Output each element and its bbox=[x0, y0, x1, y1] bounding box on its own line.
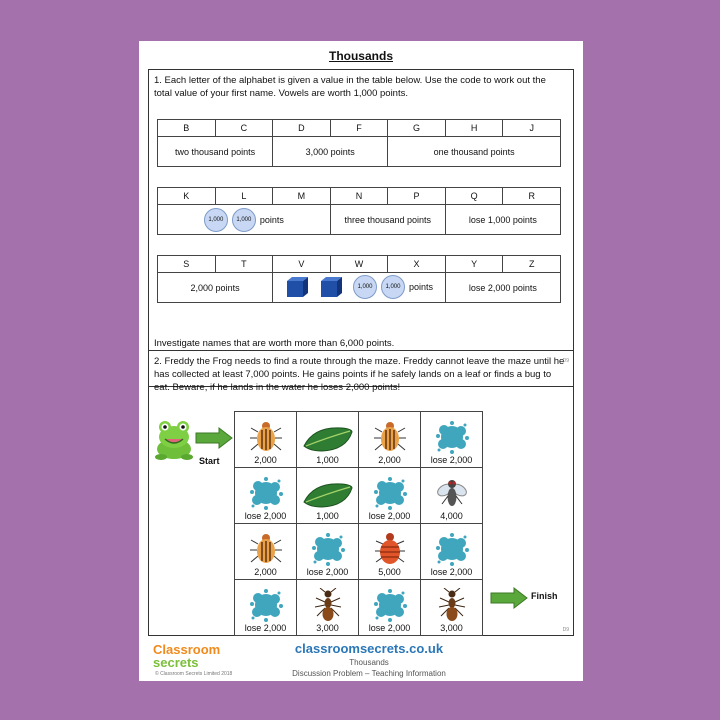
maze-row bbox=[235, 412, 483, 468]
letter-cell: G bbox=[388, 120, 446, 137]
maze-cell-label: lose 2,000 bbox=[244, 623, 287, 633]
value-cell: 3,000 points bbox=[273, 137, 388, 167]
maze-row bbox=[235, 468, 483, 524]
maze-cell bbox=[359, 524, 421, 580]
start-arrow-icon bbox=[195, 427, 233, 449]
maze-cell-label: 4,000 bbox=[440, 511, 463, 521]
maze-cell-label: 2,000 bbox=[254, 455, 277, 465]
start-label: Start bbox=[199, 456, 220, 466]
maze-cell bbox=[297, 468, 359, 524]
red-bug-icon bbox=[359, 532, 420, 566]
letter-cell: P bbox=[388, 188, 446, 205]
letter-cell: D bbox=[273, 120, 331, 137]
fly-icon bbox=[421, 476, 482, 510]
water-splash-icon bbox=[297, 532, 358, 566]
maze-cell-label: 2,000 bbox=[378, 455, 401, 465]
maze-cell-label: 3,000 bbox=[316, 623, 339, 633]
water-splash-icon bbox=[235, 588, 296, 622]
question-1-panel bbox=[148, 69, 574, 387]
maze-cell-label: 1,000 bbox=[316, 511, 339, 521]
maze-cell bbox=[421, 468, 483, 524]
maze-grid bbox=[234, 411, 483, 636]
letter-cell: Q bbox=[445, 188, 503, 205]
code-table-2 bbox=[157, 187, 561, 235]
maze-cell bbox=[297, 580, 359, 636]
maze-cell bbox=[235, 524, 297, 580]
letter-cell: H bbox=[445, 120, 503, 137]
investigate-text: Investigate names that are worth more than 6,000 points. bbox=[154, 338, 395, 349]
copyright-text: © Classroom Secrets Limited 2018 bbox=[155, 671, 233, 677]
maze-cell bbox=[421, 412, 483, 468]
question-code: D9 bbox=[562, 627, 569, 633]
leaf-icon bbox=[297, 424, 358, 454]
maze-cell-label: lose 2,000 bbox=[430, 455, 473, 465]
letter-cell: Z bbox=[503, 256, 561, 273]
beetle-icon bbox=[235, 532, 296, 566]
letter-cell: B bbox=[158, 120, 216, 137]
letter-cell: Y bbox=[445, 256, 503, 273]
maze-cell bbox=[421, 524, 483, 580]
question-code: D9 bbox=[562, 358, 569, 364]
leaf-icon bbox=[297, 480, 358, 510]
beetle-icon bbox=[235, 420, 296, 454]
maze-cell bbox=[359, 580, 421, 636]
cube-icon bbox=[285, 275, 309, 299]
coin-icon: 1,000 bbox=[204, 208, 228, 232]
letter-cell: T bbox=[215, 256, 273, 273]
letter-cell: X bbox=[388, 256, 446, 273]
letter-cell: F bbox=[330, 120, 388, 137]
finish-label: Finish bbox=[531, 591, 558, 601]
coin-icon: 1,000 bbox=[353, 275, 377, 299]
letter-cell: R bbox=[503, 188, 561, 205]
maze-cell-label: 3,000 bbox=[440, 623, 463, 633]
frog-icon bbox=[153, 417, 195, 461]
coin-icon: 1,000 bbox=[232, 208, 256, 232]
maze-row bbox=[235, 580, 483, 636]
question-1-text: 1. Each letter of the alphabet is given a value in the table below. Use the code to work out the total value of your first name. Vowels are worth 1,000 points. bbox=[154, 75, 546, 99]
ant-icon bbox=[421, 588, 482, 622]
coins-suffix: points bbox=[259, 214, 284, 225]
maze-cell-label: lose 2,000 bbox=[306, 567, 349, 577]
value-cell: two thousand points bbox=[158, 137, 273, 167]
letter-cell: V bbox=[273, 256, 331, 273]
worksheet bbox=[139, 41, 583, 681]
water-splash-icon bbox=[359, 588, 420, 622]
letter-cell: S bbox=[158, 256, 216, 273]
value-cell: lose 2,000 points bbox=[445, 273, 560, 303]
code-table-3 bbox=[157, 255, 561, 303]
ant-icon bbox=[297, 588, 358, 622]
water-splash-icon bbox=[359, 476, 420, 510]
value-cell: 2,000 points bbox=[158, 273, 273, 303]
value-cell: three thousand points bbox=[330, 205, 445, 235]
maze-cell bbox=[235, 468, 297, 524]
maze-cell-label: lose 2,000 bbox=[368, 623, 411, 633]
maze-cell bbox=[421, 580, 483, 636]
maze-cell bbox=[297, 412, 359, 468]
maze-cell-label: 5,000 bbox=[378, 567, 401, 577]
coins-suffix: points bbox=[408, 281, 433, 292]
value-cell: lose 1,000 points bbox=[445, 205, 560, 235]
page-title: Thousands bbox=[328, 49, 393, 63]
letter-cell: J bbox=[503, 120, 561, 137]
value-cell: one thousand points bbox=[388, 137, 561, 167]
maze-cell bbox=[359, 468, 421, 524]
water-splash-icon bbox=[421, 532, 482, 566]
maze-cell-label: lose 2,000 bbox=[430, 567, 473, 577]
maze-cell-label: 1,000 bbox=[316, 455, 339, 465]
maze-cell bbox=[235, 580, 297, 636]
value-cell bbox=[158, 205, 331, 235]
code-table-1 bbox=[157, 119, 561, 167]
coin-icon: 1,000 bbox=[381, 275, 405, 299]
maze-row bbox=[235, 524, 483, 580]
letter-cell: M bbox=[273, 188, 331, 205]
footer-subtitle: Discussion Problem – Teaching Information bbox=[292, 669, 446, 678]
cube-icon bbox=[319, 275, 343, 299]
letter-cell: C bbox=[215, 120, 273, 137]
letter-cell: N bbox=[330, 188, 388, 205]
maze-cell-label: lose 2,000 bbox=[244, 511, 287, 521]
website-link[interactable]: classroomsecrets.co.uk bbox=[294, 641, 444, 656]
maze-cell-label: 2,000 bbox=[254, 567, 277, 577]
beetle-icon bbox=[359, 420, 420, 454]
question-2-text: 2. Freddy the Frog needs to find a route through the maze. Freddy cannot leave the maze until he has collected at least 7,000 points. He gains points if he safely lands on a leaf or finds a bug to eat. Beware, if he lands in the water he loses 2,000 points! bbox=[154, 356, 565, 393]
maze-cell-label: lose 2,000 bbox=[368, 511, 411, 521]
letter-cell: W bbox=[330, 256, 388, 273]
logo-line-1: Classroom bbox=[153, 642, 221, 657]
maze-cell bbox=[359, 412, 421, 468]
letter-cell: L bbox=[215, 188, 273, 205]
maze-cell bbox=[235, 412, 297, 468]
maze-cell bbox=[297, 524, 359, 580]
finish-arrow-icon bbox=[490, 587, 528, 609]
classroom-secrets-logo bbox=[153, 643, 220, 669]
footer-title: Thousands bbox=[349, 658, 389, 667]
letter-cell: K bbox=[158, 188, 216, 205]
value-cell bbox=[273, 273, 446, 303]
logo-line-2: secrets bbox=[153, 655, 199, 670]
water-splash-icon bbox=[235, 476, 296, 510]
water-splash-icon bbox=[421, 420, 482, 454]
